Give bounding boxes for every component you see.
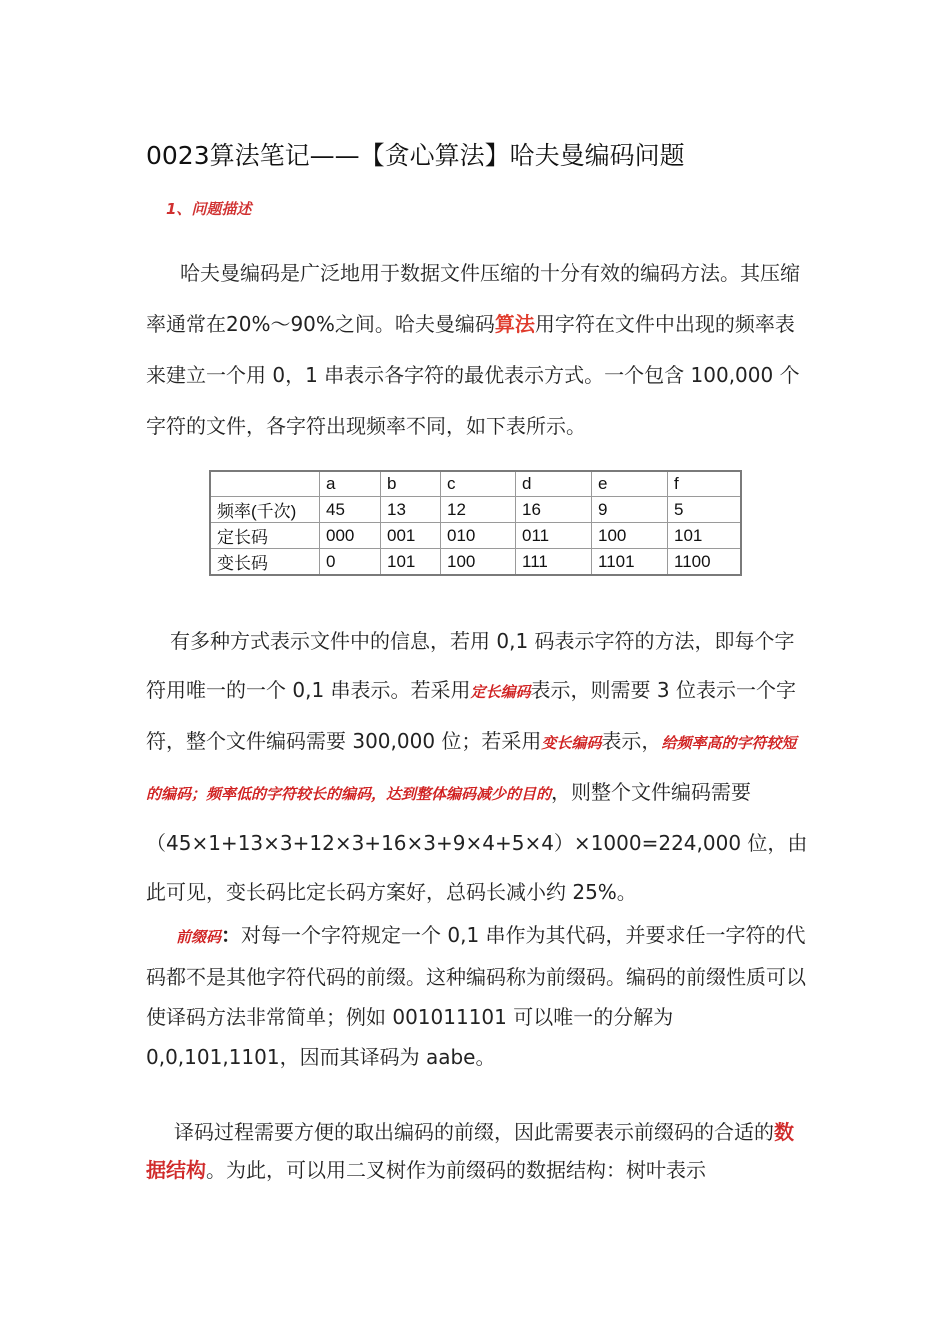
table-cell: 111 [516, 549, 592, 576]
table-cell: 频率(千次) [210, 497, 320, 523]
table-cell: 9 [592, 497, 668, 523]
prefix-code-colon: ： [221, 923, 242, 947]
table-cell: 定长码 [210, 523, 320, 549]
algorithm-link[interactable]: 算法 [494, 312, 535, 336]
table-cell: 0 [320, 549, 381, 576]
decoding-text-2: 。为此，可以用二叉树作为前缀码的数据结构：树叶表示 [206, 1158, 706, 1182]
decoding-text-1: 译码过程需要方便的取出编码的前缀，因此需要表示前缀码的合适的 [174, 1120, 774, 1144]
table-cell: 13 [381, 497, 441, 523]
variable-length-code-term: 变长编码 [541, 734, 602, 752]
table-cell: 16 [516, 497, 592, 523]
table-cell: 变长码 [210, 549, 320, 576]
encoding-text-1: 有多种方式表示文件中的信息，若用 0,1 码表示字符的方法，即每个字符用唯一的一个 0,1 串表示。若采用 [146, 629, 795, 702]
data-structure-link[interactable]: 数据结构 [146, 1120, 794, 1182]
table-row [210, 549, 741, 576]
table-cell: 101 [381, 549, 441, 576]
paragraph-prefix-code [146, 915, 811, 1077]
table-cell: 45 [320, 497, 381, 523]
table-header-cell: c [441, 471, 516, 497]
table-header-cell: d [516, 471, 592, 497]
table-header-cell: e [592, 471, 668, 497]
encoding-text-4: ，则整个文件编码需要（45×1+13×3+12×3+16×3+9×4+5×4）×1000=224,000 位，由此可见，变长码比定长码方案好，总码长减小约 25%。 [146, 780, 808, 904]
table-cell: 100 [441, 549, 516, 576]
page-title: 0023算法笔记——【贪心算法】哈夫曼编码问题 [146, 141, 685, 170]
table-row [210, 523, 741, 549]
table-cell: 1100 [668, 549, 742, 576]
table-header-row [210, 471, 741, 497]
table-header-cell: a [320, 471, 381, 497]
table-cell: 5 [668, 497, 742, 523]
intro-text-1: 哈夫曼编码是广泛地用于数据文件压缩的十分有效的编码方法。其压缩率通常在20%～90%之间。哈夫曼编码 [146, 261, 800, 336]
fixed-length-code-term: 定长编码 [470, 683, 531, 701]
table-cell: 011 [516, 523, 592, 549]
prefix-code-text: 对每一个字符规定一个 0,1 串作为其代码，并要求任一字符的代码都不是其他字符代码的前缀。这种编码称为前缀码。编码的前缀性质可以使译码方法非常简单；例如 001011101 可以唯一的分解为 0,0,101,1101，因而其译码为 aabe。 [146, 923, 806, 1069]
paragraph-encoding-methods [146, 617, 811, 917]
table-cell: 010 [441, 523, 516, 549]
table-header-cell: b [381, 471, 441, 497]
encoding-text-2: 表示，则需要 3 位表示一个字符，整个文件编码需要 300,000 位；若采用 [146, 678, 796, 753]
table-cell: 100 [592, 523, 668, 549]
intro-text-2: 用字符在文件中出现的频率表来建立一个用 0，1 串表示各字符的最优表示方式。一个包含 100,000 个字符的文件，各字符出现频率不同，如下表所示。 [146, 312, 800, 438]
table-header-cell [210, 471, 320, 497]
section-heading-problem: 1、问题描述 [166, 200, 252, 218]
paragraph-decoding [146, 1113, 811, 1189]
table-header-cell: f [668, 471, 742, 497]
table-cell: 12 [441, 497, 516, 523]
prefix-code-label: 前缀码 [176, 928, 222, 946]
table-cell: 001 [381, 523, 441, 549]
table-cell: 101 [668, 523, 742, 549]
variable-length-explanation: 给频率高的字符较短的编码；频率低的字符较长的编码，达到整体编码减少的目的 [146, 734, 797, 803]
paragraph-intro [146, 248, 811, 452]
table-cell: 000 [320, 523, 381, 549]
table-row [210, 497, 741, 523]
table-cell: 1101 [592, 549, 668, 576]
encoding-text-3: 表示， [601, 729, 662, 753]
frequency-code-table [209, 470, 742, 576]
